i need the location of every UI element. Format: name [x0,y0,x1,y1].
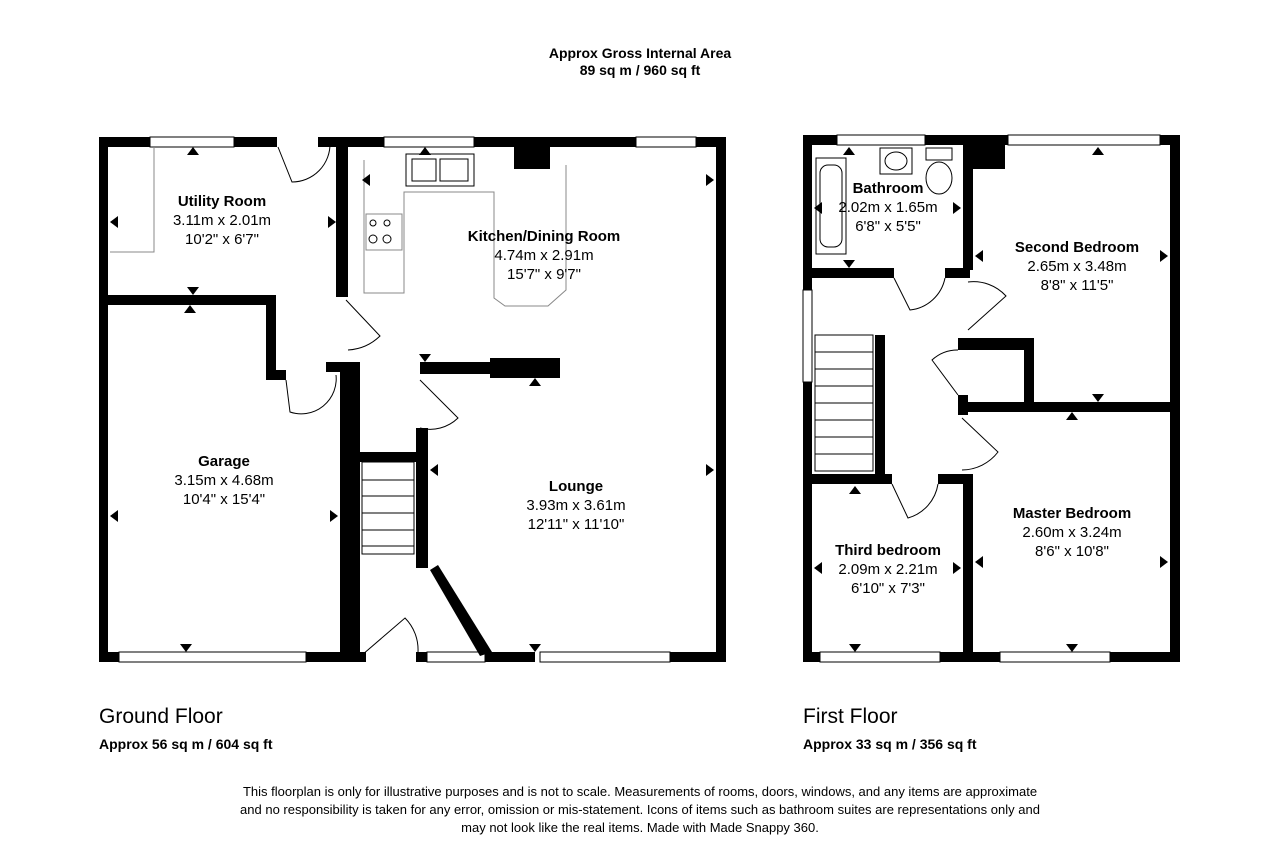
room-metric: 2.60m x 3.24m [1022,524,1122,541]
disclaimer-line-2: and no responsibility is taken for any error, omission or mis-statement. Icons of items such as bathroom suites are representations only and [240,802,1040,817]
room-metric: 4.74m x 2.91m [494,247,594,264]
room-metric: 2.02m x 1.65m [838,199,938,216]
room-imperial: 6'8" x 5'5" [855,218,921,235]
gross-area-value: 89 sq m / 960 sq ft [579,62,701,78]
room-metric: 3.15m x 4.68m [174,472,274,489]
room-label-garage [174,453,273,508]
room-label-kitchen [468,228,621,283]
room-metric: 2.09m x 2.21m [838,561,938,578]
room-metric: 3.11m x 2.01m [172,212,272,229]
room-imperial: 12'11" x 11'10" [527,516,625,533]
room-name: Third bedroom [835,542,941,559]
ground-floor-area: Approx 56 sq m / 604 sq ft [99,736,273,752]
room-label-lounge [526,478,625,533]
room-label-master-bedroom [1013,505,1131,560]
room-imperial: 10'4" x 15'4" [182,491,266,508]
room-label-bathroom [838,180,937,235]
room-name: Lounge [548,478,604,495]
room-name: Master Bedroom [1012,505,1132,522]
room-name: Second Bedroom [1014,239,1140,256]
first-floor-area: Approx 33 sq m / 356 sq ft [803,736,977,752]
room-metric: 3.93m x 3.61m [526,497,626,514]
room-metric: 2.65m x 3.48m [1027,258,1127,275]
ground-floor-title: Ground Floor [99,705,223,728]
room-imperial: 6'10" x 7'3" [851,580,925,597]
disclaimer-line-3: may not look like the real items. Made with Made Snappy 360. [461,820,819,835]
room-imperial: 8'8" x 11'5" [1040,277,1114,294]
gross-area-title: Approx Gross Internal Area [548,45,732,61]
room-name: Garage [198,453,250,470]
room-imperial: 8'6" x 10'8" [1035,543,1109,560]
room-label-utility [173,193,271,248]
room-imperial: 15'7" x 9'7" [507,266,581,283]
room-name: Bathroom [852,180,924,197]
first-floor-title: First Floor [803,705,898,728]
room-imperial: 10'2" x 6'7" [185,231,259,248]
room-label-second-bedroom [1015,239,1139,294]
room-name: Utility Room [177,193,267,210]
disclaimer-line-1: This floorplan is only for illustrative purposes and is not to scale. Measurements of rooms, doors, windows, and any items are approximate [242,784,1038,799]
room-label-third-bedroom [835,542,941,597]
room-name: Kitchen/Dining Room [467,228,621,245]
